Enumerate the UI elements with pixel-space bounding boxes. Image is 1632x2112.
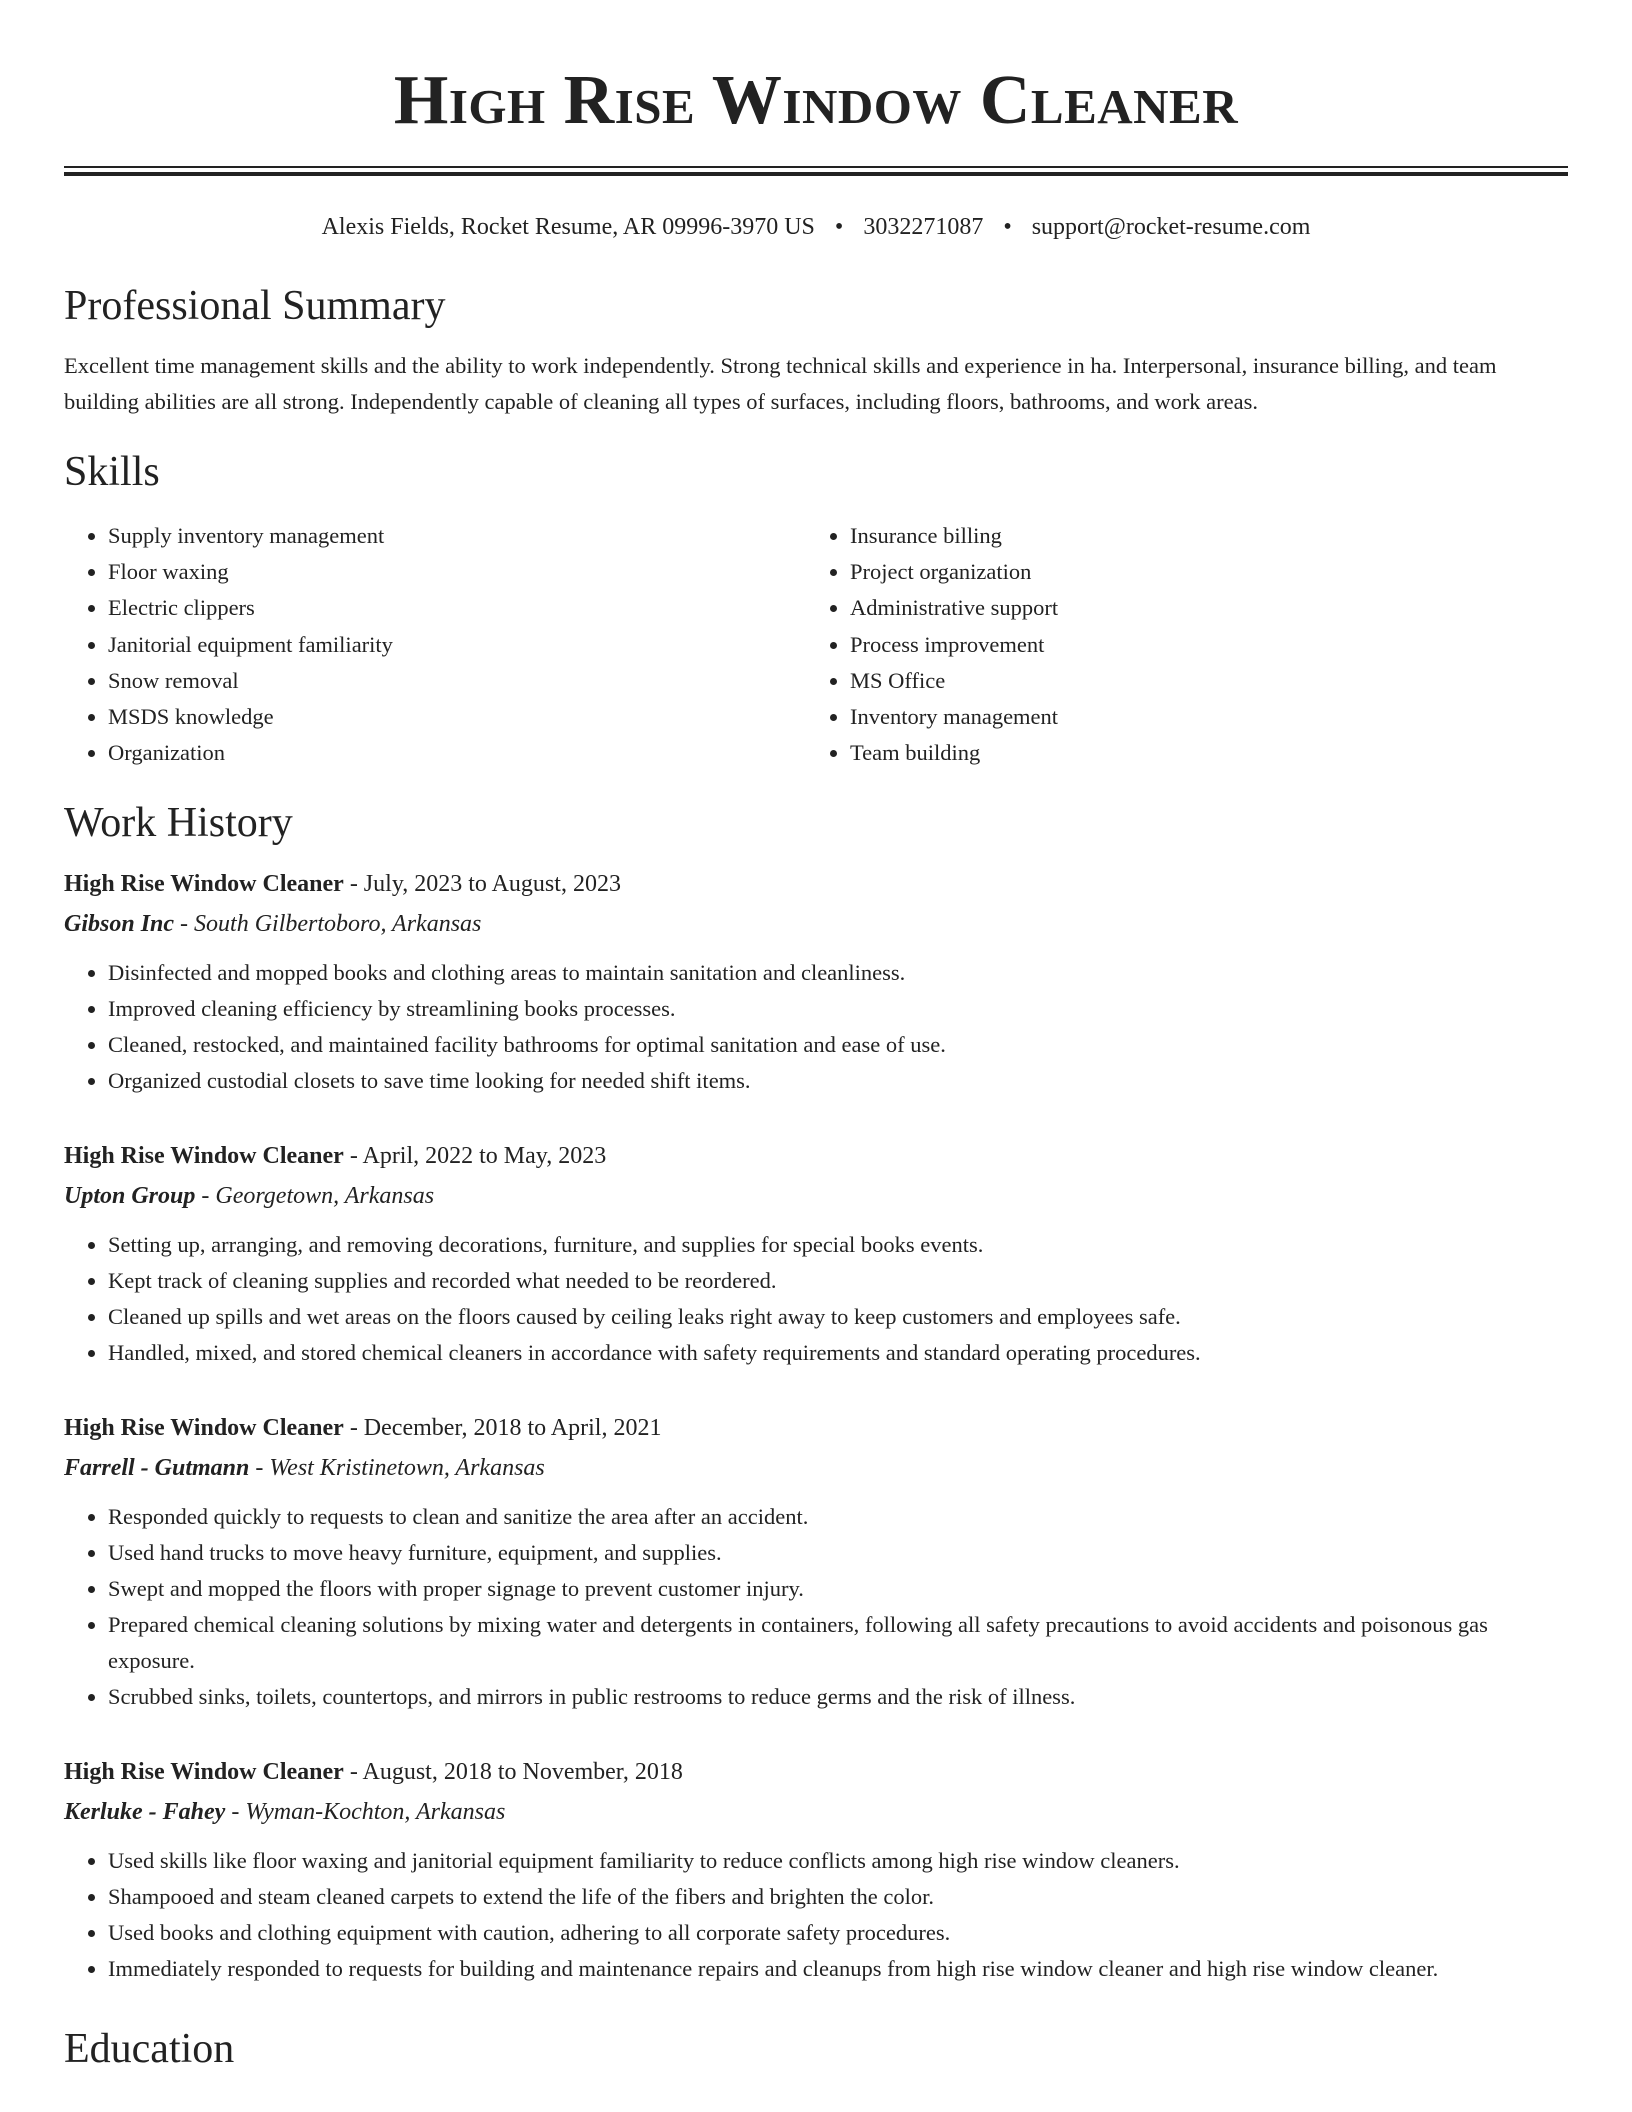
job-company: Kerluke - Fahey [64, 1799, 226, 1826]
job-role: High Rise Window Cleaner [64, 871, 344, 898]
job-duty: • Immediately responded to requests for building and maintenance repairs and cleanups from high rise window cleaner and high rise window cleaner. [108, 1951, 1568, 1987]
skills-heading: Skills [64, 449, 160, 495]
job-dates: - August, 2018 to November, 2018 [343, 1759, 683, 1786]
job-company: Farrell - Gutmann [64, 1455, 250, 1482]
candidate-name: High Rise Window Cleaner [393, 62, 1239, 139]
skills-column-left [64, 518, 806, 771]
job-employer [64, 1453, 1568, 1483]
job-duty: • Improved cleaning efficiency by streamlining books processes. [108, 991, 1568, 1027]
job-location: - South Gilbertoboro, Arkansas [174, 911, 482, 938]
skill-item: • Project organization [850, 554, 1548, 590]
job-role: High Rise Window Cleaner [64, 1143, 344, 1170]
contact-email: support@rocket-resume.com [1031, 214, 1311, 240]
skill-item: • Snow removal [108, 663, 806, 699]
skill-item: • Inventory management [850, 699, 1548, 735]
job-location: - West Kristinetown, Arkansas [249, 1455, 545, 1482]
job-duty: • Used skills like floor waxing and janitorial equipment familiarity to reduce conflicts among high rise window cleaners. [108, 1843, 1568, 1879]
job-duty: • Organized custodial closets to save time looking for needed shift items. [108, 1063, 1568, 1099]
education-heading: Education [64, 2026, 235, 2073]
job-duty: • Used hand trucks to move heavy furniture, equipment, and supplies. [108, 1535, 1568, 1571]
job-duty: • Swept and mopped the floors with proper signage to prevent customer injury. [108, 1571, 1568, 1607]
job-duty: • Cleaned up spills and wet areas on the floors caused by ceiling leaks right away to keep customers and employees safe. [108, 1299, 1568, 1335]
job-duty: • Kept track of cleaning supplies and recorded what needed to be reordered. [108, 1263, 1568, 1299]
contact-address: Alexis Fields, Rocket Resume, AR 09996-3970 US [321, 214, 815, 240]
job-duty: • Setting up, arranging, and removing decorations, furniture, and supplies for special books events. [108, 1227, 1568, 1263]
skill-item: • Janitorial equipment familiarity [108, 627, 806, 663]
job-employer [64, 1181, 1568, 1211]
job-duties [64, 1843, 1568, 1987]
skill-item: • Insurance billing [850, 518, 1548, 554]
job-header [64, 869, 1568, 899]
job-company: Upton Group [64, 1183, 196, 1210]
job-duty: • Scrubbed sinks, toilets, countertops, and mirrors in public restrooms to reduce germs and the risk of illness. [108, 1679, 1568, 1715]
job-entry [64, 1757, 1568, 1987]
job-duty: • Handled, mixed, and stored chemical cleaners in accordance with safety requirements and standard operating procedures. [108, 1335, 1568, 1371]
skill-item: • MSDS knowledge [108, 699, 806, 735]
job-duties [64, 1499, 1568, 1715]
skill-item: • Organization [108, 735, 806, 771]
work-history-heading: Work History [64, 800, 293, 847]
job-entry [64, 1141, 1568, 1371]
job-location: - Wyman-Kochton, Arkansas [225, 1799, 506, 1826]
job-duty: • Cleaned, restocked, and maintained facility bathrooms for optimal sanitation and ease of use. [108, 1027, 1568, 1063]
skill-item: • Team building [850, 735, 1548, 771]
contact-separator: • [834, 214, 844, 240]
job-duty: • Disinfected and mopped books and clothing areas to maintain sanitation and cleanliness. [108, 955, 1568, 991]
job-header [64, 1413, 1568, 1443]
skills-column-right [806, 518, 1548, 771]
job-employer [64, 909, 1568, 939]
summary-heading: Professional Summary [64, 283, 446, 329]
job-company: Gibson Inc [64, 911, 175, 938]
job-entry [64, 1413, 1568, 1715]
job-employer [64, 1797, 1568, 1827]
job-duty: • Shampooed and steam cleaned carpets to extend the life of the fibers and brighten the color. [108, 1879, 1568, 1915]
contact-separator: • [1003, 214, 1012, 240]
job-dates: - December, 2018 to April, 2021 [343, 1415, 662, 1442]
job-entry [64, 869, 1568, 1099]
job-duties [64, 1227, 1568, 1371]
header-divider [64, 166, 1568, 176]
job-header [64, 1141, 1568, 1171]
summary-text: Excellent time management skills and the ability to work independently. Strong technical skills and experience in ha. Interpersonal, insurance billing, and team building abilities are all strong. Independently capable of cleaning all types of surfaces, including floors, bathrooms, and work areas. [64, 353, 1497, 414]
job-duty: • Used books and clothing equipment with caution, adhering to all corporate safety procedures. [108, 1915, 1568, 1951]
job-role: High Rise Window Cleaner [64, 1759, 344, 1786]
job-header [64, 1757, 1568, 1787]
skill-item: • Process improvement [850, 627, 1548, 663]
job-location: - Georgetown, Arkansas [195, 1183, 435, 1210]
skill-item: • Supply inventory management [108, 518, 806, 554]
job-role: High Rise Window Cleaner [64, 1415, 344, 1442]
job-duty: • Prepared chemical cleaning solutions by mixing water and detergents in containers, following all safety precautions to avoid accidents and poisonous gas exposure. [108, 1607, 1568, 1679]
job-dates: - April, 2022 to May, 2023 [343, 1143, 607, 1170]
contact-line [64, 212, 1568, 242]
skill-item: • Floor waxing [108, 554, 806, 590]
skill-item: • Electric clippers [108, 590, 806, 626]
skill-item: • MS Office [850, 663, 1548, 699]
job-duties [64, 955, 1568, 1099]
job-dates: - July, 2023 to August, 2023 [343, 871, 621, 898]
skills-grid [64, 518, 1568, 771]
skill-item: • Administrative support [850, 590, 1548, 626]
contact-phone: 3032271087 [863, 214, 984, 240]
job-duty: • Responded quickly to requests to clean and sanitize the area after an accident. [108, 1499, 1568, 1535]
